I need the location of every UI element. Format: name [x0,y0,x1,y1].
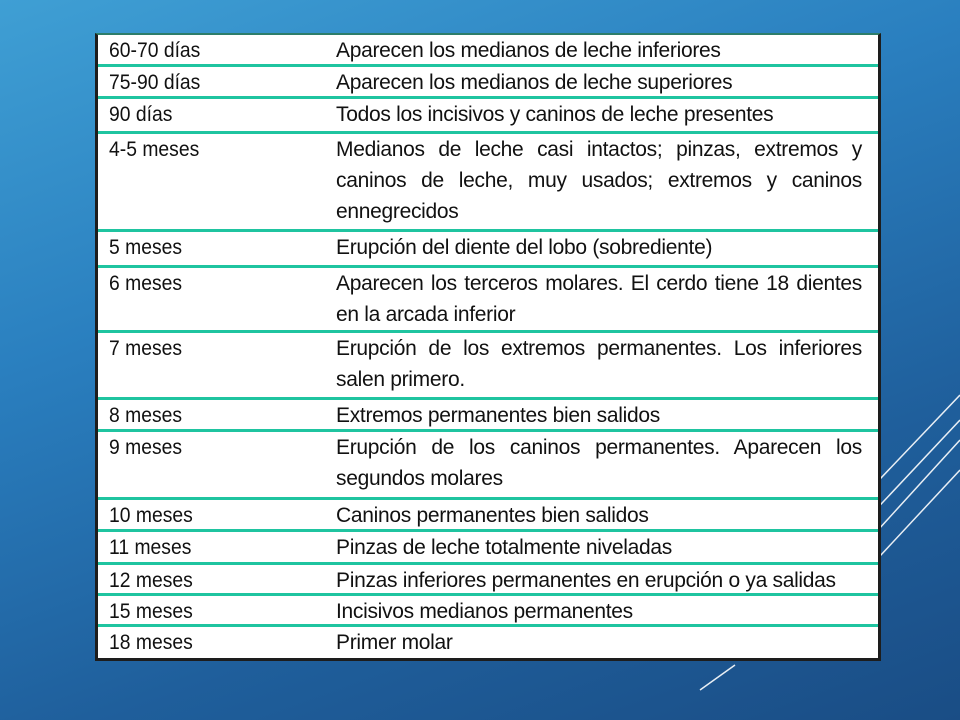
table-row [98,67,878,99]
description-cell: Pinzas inferiores permanentes en erupción o ya salidas [336,569,836,592]
age-cell: 18 meses [109,631,193,654]
table-row [98,627,878,658]
age-cell: 4-5 meses [109,137,200,161]
description-cell: Erupción de los caninos permanentes. Aparecen los segundos molares [336,436,862,491]
age-cell: 7 meses [109,337,183,361]
table-row [98,565,878,596]
age-cell: 15 meses [109,600,193,623]
description-cell: Medianos de leche casi intactos; pinzas, extremos y caninos de leche, muy usados; extremos y caninos ennegrecidos [336,137,862,223]
dental-age-table [95,33,881,661]
age-cell: 8 meses [109,404,183,428]
table-row [98,99,878,134]
age-cell: 6 meses [109,271,183,295]
age-cell: 75-90 días [109,71,201,94]
age-cell: 5 meses [109,235,183,259]
age-cell: 11 meses [109,536,192,559]
table-row [98,232,878,268]
description-cell: Erupción de los extremos permanentes. Los inferiores salen primero. [336,337,862,392]
age-cell: 10 meses [109,504,193,527]
table-row [98,268,878,334]
age-cell: 90 días [109,103,173,126]
description-cell: Caninos permanentes bien salidos [336,504,649,527]
table-row [98,596,878,627]
table-row [98,35,878,67]
table-row [98,400,878,432]
table-row [98,134,878,232]
description-cell: Incisivos medianos permanentes [336,600,633,623]
description-cell: Erupción del diente del lobo (sobrediente) [336,235,713,259]
age-cell: 9 meses [109,436,183,460]
description-cell: Primer molar [336,631,453,654]
age-cell: 60-70 días [109,39,201,62]
table-row [98,532,878,565]
description-cell: Extremos permanentes bien salidos [336,404,660,428]
table-row [98,500,878,532]
description-cell: Aparecen los terceros molares. El cerdo tiene 18 dientes en la arcada inferior [336,271,862,326]
description-cell: Pinzas de leche totalmente niveladas [336,536,672,559]
description-cell: Aparecen los medianos de leche inferiores [336,39,721,62]
description-cell: Todos los incisivos y caninos de leche presentes [336,103,774,126]
age-cell: 12 meses [109,569,193,592]
description-cell: Aparecen los medianos de leche superiores [336,71,733,94]
table-row [98,432,878,500]
table-row [98,333,878,400]
